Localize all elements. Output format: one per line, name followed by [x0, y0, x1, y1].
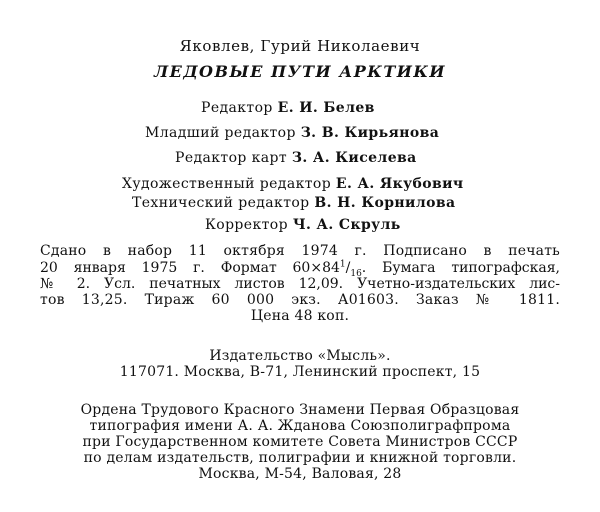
publisher-address: 117071. Москва, В-71, Ленинский проспект, 15: [119, 364, 481, 380]
publisher-name: Издательство «Мысль».: [209, 348, 391, 364]
credit-tech-editor: [132, 195, 455, 211]
credit-junior-editor: [145, 125, 439, 141]
credit-art-editor: [122, 176, 464, 192]
credit-name: З. А. Киселева: [291, 150, 417, 166]
printer-line-5: Москва, М-54, Валовая, 28: [198, 466, 402, 482]
printer-line-3: при Государственном комитете Совета Министров СССР: [82, 434, 518, 450]
printer-line-4: по делам издательств, полиграфии и книжной торговли.: [83, 450, 517, 466]
credit-map-editor: [175, 150, 417, 166]
imprint-line-1: Сдано в набор 11 октября 1974 г. Подписано в печать: [40, 243, 560, 259]
credit-name: Ч. А. Скруль: [292, 217, 401, 233]
author-name: Яковлев, Гурий Николаевич: [179, 37, 421, 55]
printer-line-2: типография имени А. А. Жданова Союзполиграфпрома: [89, 418, 511, 434]
credit-role: Корректор: [205, 217, 288, 233]
imprint-line-3: № 2. Усл. печатных листов 12,09. Учетно-издательских лис-: [40, 276, 560, 292]
credit-role: Редактор: [201, 100, 273, 116]
credit-name: В. Н. Корнилова: [314, 195, 456, 211]
credit-editor: [201, 100, 375, 116]
printer-line-1: Ордена Трудового Красного Знамени Первая Образцовая: [80, 402, 520, 418]
credit-name: Е. И. Белев: [277, 100, 375, 116]
credit-proofreader: [205, 217, 401, 233]
imprint-line-2: 20 января 1975 г. Формат $60\times 84^1/_{16}$. Бумага типографская,: [40, 259, 560, 279]
credit-role: Младший редактор: [145, 125, 296, 141]
credit-role: Технический редактор: [132, 195, 310, 211]
credit-name: З. В. Кирьянова: [300, 125, 440, 141]
imprint-line-4: тов 13,25. Тираж 60 000 экз. А01603. Заказ № 1811.: [40, 292, 560, 308]
book-title: ЛЕДОВЫЕ ПУТИ АРКТИКИ: [153, 62, 447, 81]
credit-name: Е. А. Якубович: [335, 176, 464, 192]
price: Цена 48 коп.: [250, 308, 350, 324]
credit-role: Редактор карт: [175, 150, 288, 166]
credit-role: Художественный редактор: [122, 176, 332, 192]
